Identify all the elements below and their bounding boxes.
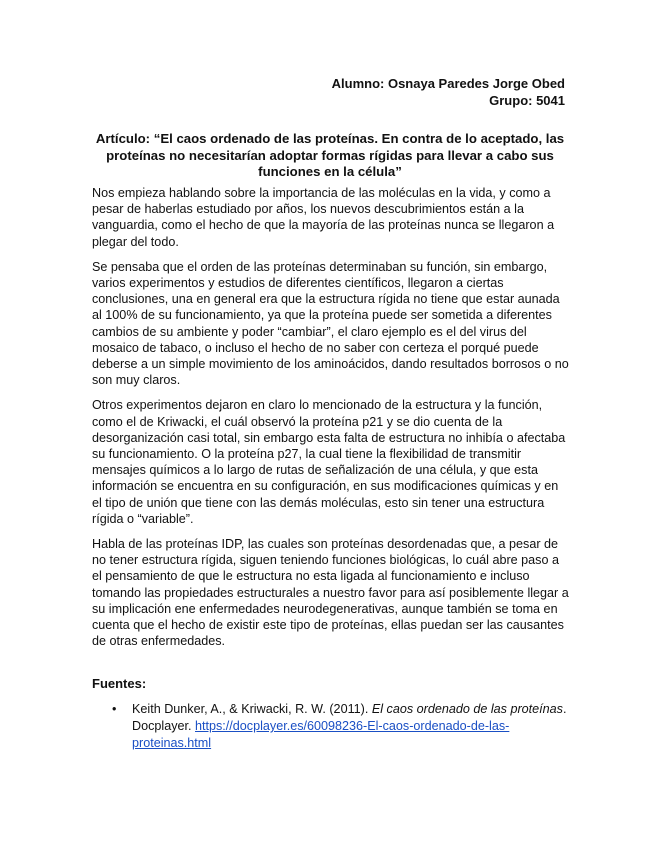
source-publisher: . Docplayer. [132, 702, 567, 733]
group-number: Grupo: 5041 [489, 93, 565, 108]
source-link[interactable]: https://docplayer.es/60098236-El-caos-ordenado-de-las-proteinas.html [132, 719, 510, 750]
header-block [332, 75, 565, 109]
sources-list [92, 701, 570, 752]
body-text [92, 185, 570, 658]
article-title: Artículo: “El caos ordenado de las proteínas. En contra de lo aceptado, las proteínas no necesitarían adoptar formas rígidas para llevar a cabo sus funciones en la célula” [95, 131, 565, 180]
paragraph: Otros experimentos dejaron en claro lo mencionado de la estructura y la función, como el de Kriwacki, el cuál observó la proteína p21 y se dio cuenta de la desorganización casi total, sin embargo esta falta de estructura no inhibía o afectaba su funcionamiento. O la proteína p27, la cual tiene la flexibilidad de transmitir mensajes químicos a lo largo de rutas de señalización de una célula, y que esta información se encuentra en su configuración, en sus modificaciones químicas y en el tipo de unión que tiene con las demás moléculas, esto sin tener una estructura rígida o “variable”. [92, 398, 566, 526]
sources-heading: Fuentes: [92, 676, 147, 691]
paragraph: Nos empieza hablando sobre la importancia de las moléculas en la vida, y como a pesar de haberlas estudiado por años, los nuevos descubrimientos están a la vanguardia, como el hecho de que la mayoría de las proteínas nunca se llegaron a plegar del todo. [92, 186, 555, 249]
source-title: El caos ordenado de las proteínas [371, 702, 563, 716]
bullet-icon: • [112, 702, 117, 716]
source-authors: Keith Dunker, A., & Kriwacki, R. W. (2011). [132, 702, 372, 716]
paragraph: Habla de las proteínas IDP, las cuales son proteínas desordenadas que, a pesar de no tener estructura rígida, siguen teniendo funciones biológicas, lo cuál abre paso a el pensamiento de que le estructura no esta ligada al funcionamiento e incluso tomando las propiedades estructurales a nuestro favor para así posiblemente llegar a su implicación ene enfermedades neurodegenerativas, aunque también se toma en cuenta que el hecho de existir este tipo de proteínas, ellas puedan ser las causantes de otras enfermedades. [92, 537, 569, 649]
paragraph: Se pensaba que el orden de las proteínas determinaban su función, sin embargo, varios experimentos y estudios de diferentes científicos, llegaron a ciertas conclusiones, una en general era que la estructura rígida no tiene que estar aunada al 100% de su funcionamiento, ya que la proteína puede ser sometida a diferentes cambios de su ambiente y poder “cambiar”, el claro ejemplo es el del virus del mosaico de tabaco, o incluso el hecho de no saber con certeza el porqué puede deberse a un simple movimiento de los aminoácidos, dando resultados borrosos o no son muy claros. [92, 259, 569, 388]
source-item [92, 701, 570, 752]
student-name: Alumno: Osnaya Paredes Jorge Obed [331, 76, 565, 91]
